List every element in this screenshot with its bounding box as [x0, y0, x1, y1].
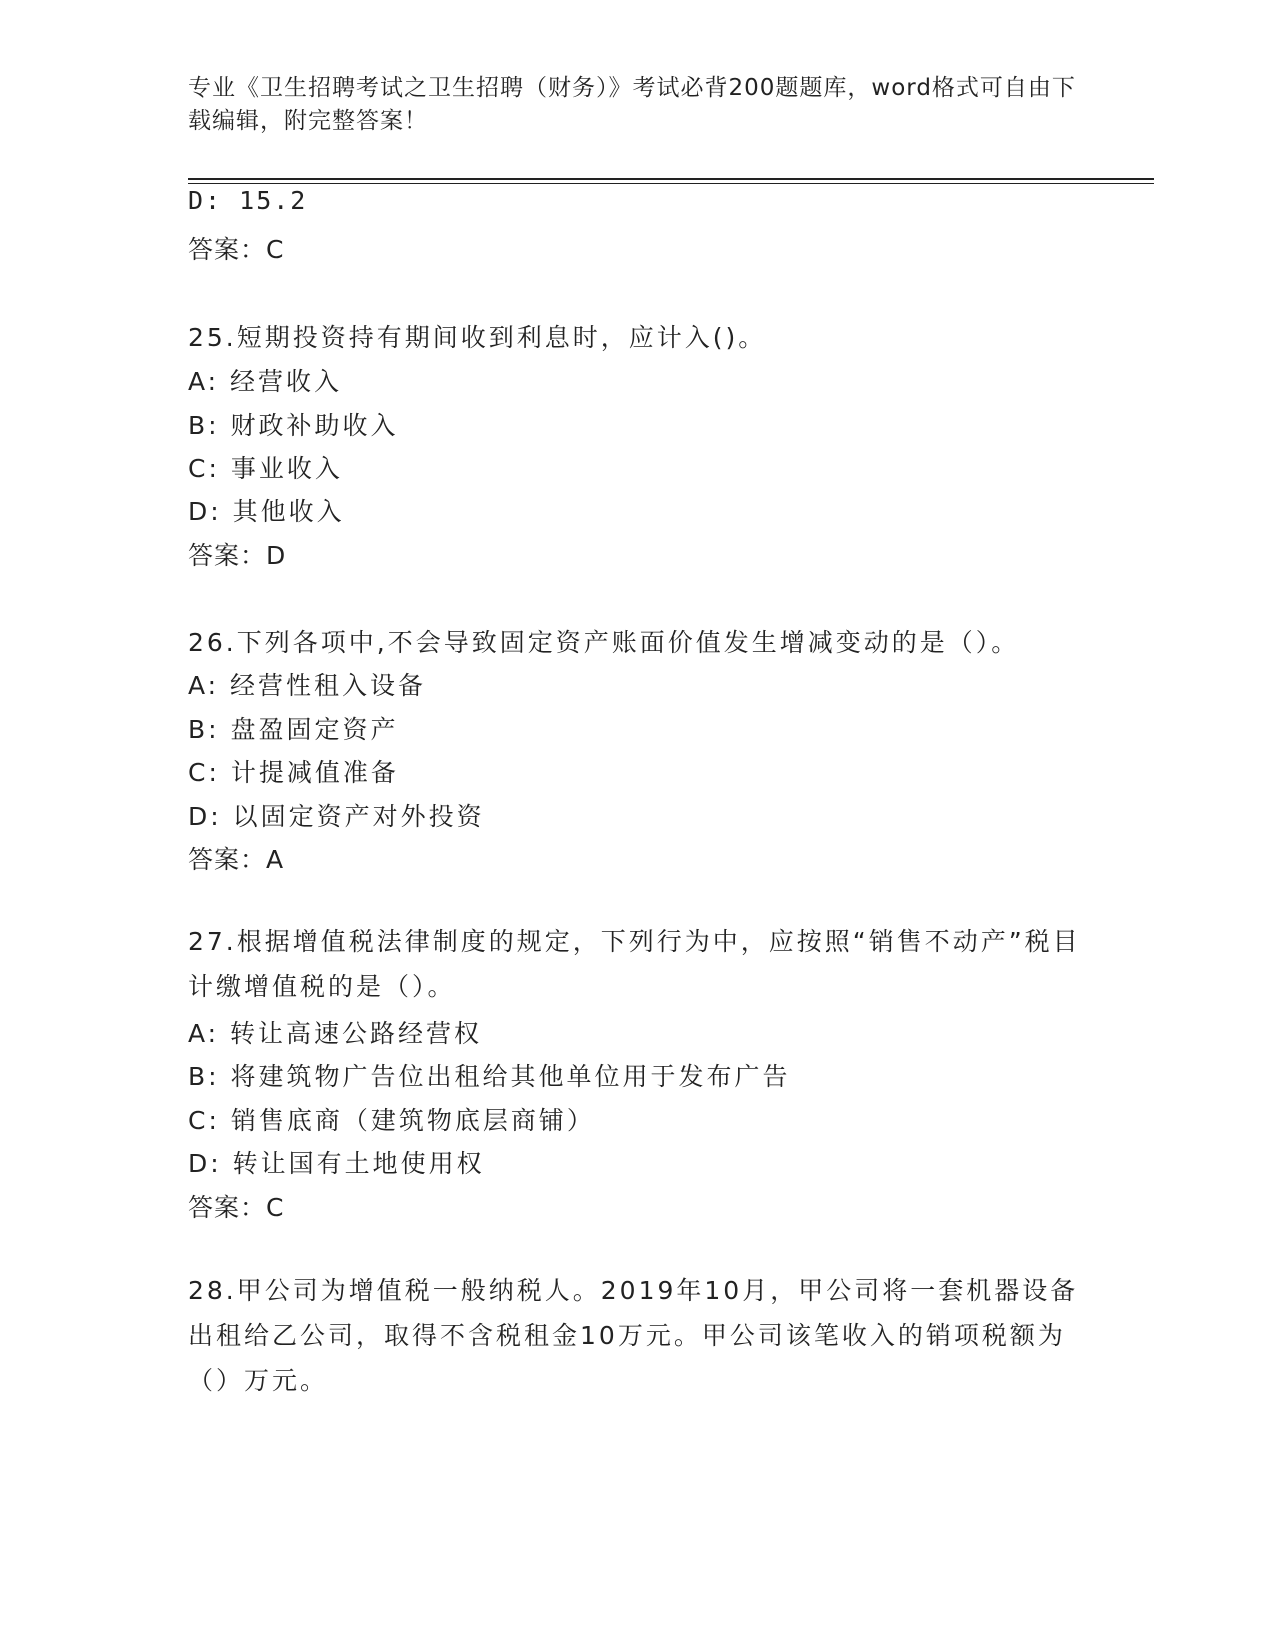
- header-rule-thin: [188, 183, 1154, 184]
- question-27: 27.根据增值税法律制度的规定，下列行为中，应按照“销售不动产”税目计缴增值税的是（）。: [188, 927, 1081, 1001]
- q26-answer: 答案：A: [188, 845, 285, 874]
- q27-option-d: D: 转让国有土地使用权: [188, 1149, 485, 1178]
- q27-answer: 答案：C: [188, 1193, 285, 1222]
- q25-option-c: C: 事业收入: [188, 454, 343, 483]
- q25-option-b: B: 财政补助收入: [188, 411, 399, 440]
- question-26: 26.下列各项中,不会导致固定资产账面价值发生增减变动的是（）。: [188, 628, 1020, 657]
- prev-answer: 答案：C: [188, 235, 285, 264]
- q27-option-c: C: 销售底商（建筑物底层商铺）: [188, 1106, 595, 1135]
- q27-option-b: B: 将建筑物广告位出租给其他单位用于发布广告: [188, 1062, 791, 1091]
- q27-option-a: A: 转让高速公路经营权: [188, 1019, 483, 1048]
- q26-option-b: B: 盘盈固定资产: [188, 715, 399, 744]
- prev-option-d: D: 15.2: [188, 186, 308, 215]
- header-rule-thick: [188, 178, 1154, 180]
- q25-option-a: A: 经营收入: [188, 367, 343, 396]
- page-header: 专业《卫生招聘考试之卫生招聘（财务）》考试必背200题题库，word格式可自由下载编辑，附完整答案！: [188, 75, 1076, 134]
- q26-option-d: D: 以固定资产对外投资: [188, 802, 485, 831]
- q25-option-d: D: 其他收入: [188, 497, 345, 526]
- q25-answer: 答案：D: [188, 541, 287, 570]
- q26-option-a: A: 经营性租入设备: [188, 671, 427, 700]
- question-28: 28.甲公司为增值税一般纳税人。2019年10月，甲公司将一套机器设备出租给乙公司，取得不含税租金10万元。甲公司该笔收入的销项税额为（）万元。: [188, 1276, 1079, 1395]
- question-25: 25.短期投资持有期间收到利息时，应计入()。: [188, 323, 767, 352]
- q26-option-c: C: 计提减值准备: [188, 758, 399, 787]
